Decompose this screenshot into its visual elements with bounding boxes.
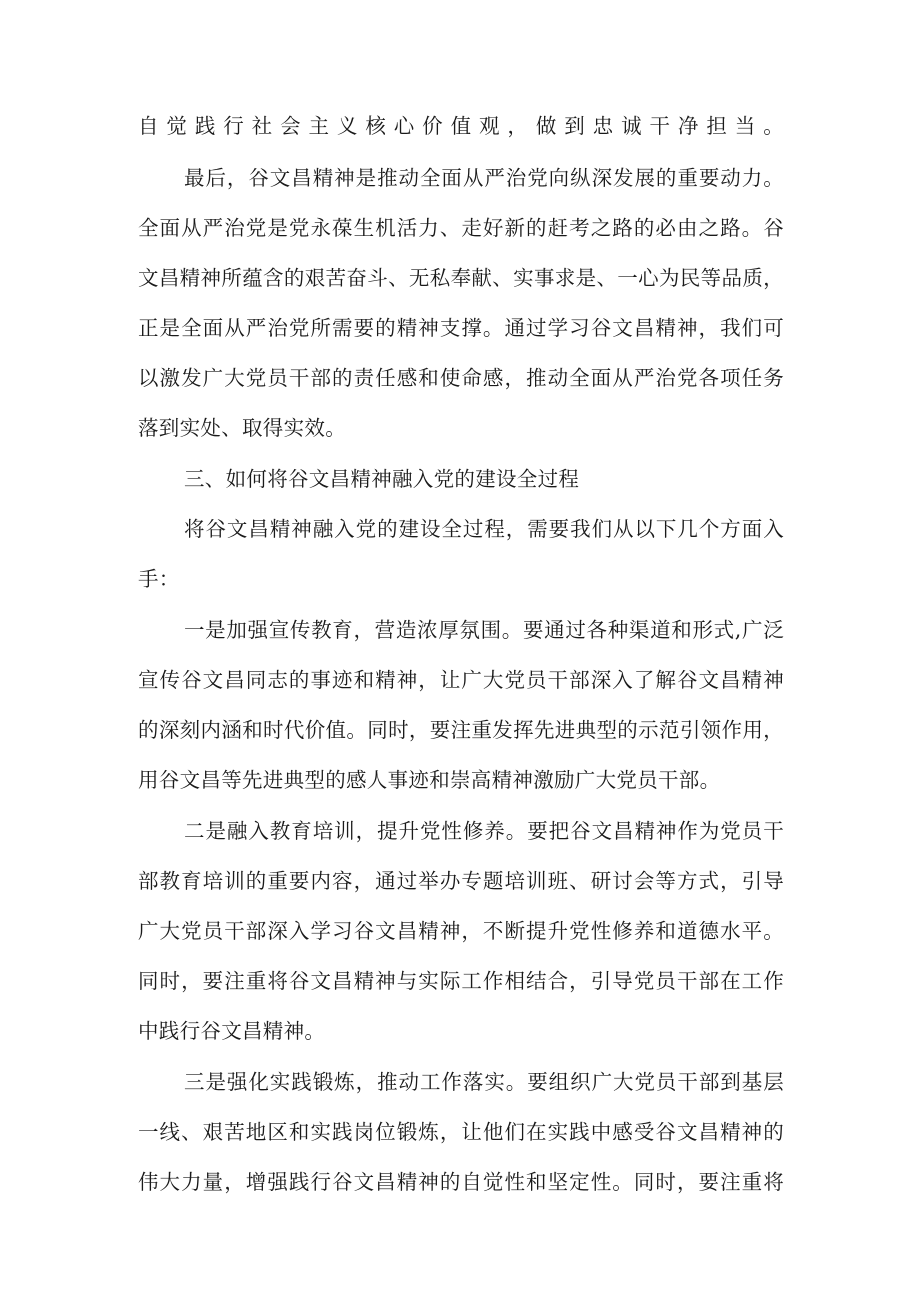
paragraph-point-one-line: 一是加强宣传教育，营造浓厚氛围。要通过各种渠道和形式,广泛 [184, 618, 784, 642]
section-heading: 三、如何将谷文昌精神融入党的建设全过程 [184, 467, 580, 491]
paragraph-intro-line: 将谷文昌精神融入党的建设全过程，需要我们从以下几个方面入 [184, 517, 784, 541]
text-line: 正是全面从严治党所需要的精神支撑。通过学习谷文昌精神，我们可 [138, 316, 784, 340]
text-line: 广大党员干部深入学习谷文昌精神，不断提升党性修养和道德水平。 [138, 919, 784, 943]
text-line: 自觉践行社会主义核心价值观，做到忠诚干净担当。 [138, 114, 784, 138]
text-line: 同时，要注重将谷文昌精神与实际工作相结合，引导党员干部在工作 [138, 969, 784, 993]
text-line: 宣传谷文昌同志的事迹和精神，让广大党员干部深入了解谷文昌精神 [138, 668, 784, 692]
text-line: 以激发广大党员干部的责任感和使命感，推动全面从严治党各项任务 [138, 366, 784, 390]
text-line: 伟大力量，增强践行谷文昌精神的自觉性和坚定性。同时，要注重将 [138, 1170, 784, 1194]
paragraph-final-point-line: 最后，谷文昌精神是推动全面从严治党向纵深发展的重要动力。 [184, 166, 784, 190]
text-line: 文昌精神所蕴含的艰苦奋斗、无私奉献、实事求是、一心为民等品质， [138, 266, 784, 290]
text-line: 一线、艰苦地区和实践岗位锻炼，让他们在实践中感受谷文昌精神的 [138, 1120, 784, 1144]
text-line: 中践行谷文昌精神。 [138, 1019, 326, 1043]
text-line: 全面从严治党是党永葆生机活力、走好新的赶考之路的必由之路。谷 [138, 216, 784, 240]
text-line: 部教育培训的重要内容，通过举办专题培训班、研讨会等方式，引导 [138, 869, 784, 893]
paragraph-point-three-line: 三是强化实践锻炼，推动工作落实。要组织广大党员干部到基层 [184, 1070, 784, 1094]
paragraph-point-two-line: 二是融入教育培训，提升党性修养。要把谷文昌精神作为党员干 [184, 819, 784, 843]
text-line: 落到实处、取得实效。 [138, 416, 346, 440]
text-line: 手： [138, 567, 180, 591]
text-line: 的深刻内涵和时代价值。同时，要注重发挥先进典型的示范引领作用， [138, 718, 784, 742]
text-line: 用谷文昌等先进典型的感人事迹和崇高精神激励广大党员干部。 [138, 768, 721, 792]
